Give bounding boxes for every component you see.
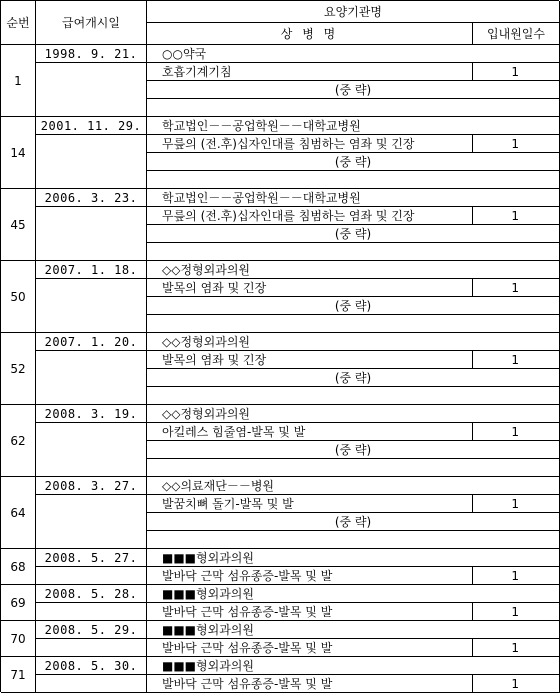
record-days: 1 <box>473 135 560 153</box>
record-days: 1 <box>473 279 560 297</box>
record-date-blank <box>36 423 147 477</box>
header-no: 순번 <box>1 1 36 45</box>
record-days: 1 <box>473 207 560 225</box>
record-date: 2007. 1. 20. <box>36 333 147 351</box>
record-no: 1 <box>1 45 36 117</box>
record-date: 2008. 3. 27. <box>36 477 147 495</box>
record-date: 1998. 9. 21. <box>36 45 147 63</box>
record-disease: 발목의 염좌 및 긴장 <box>147 351 473 369</box>
record-date: 2008. 5. 28. <box>36 585 147 603</box>
blank-row <box>147 243 560 261</box>
record-institution: 학교법인－－공업학원－－대학교병원 <box>147 117 560 135</box>
record-no: 45 <box>1 189 36 261</box>
record-date: 2008. 5. 30. <box>36 657 147 675</box>
record-date: 2008. 5. 27. <box>36 549 147 567</box>
record-date-blank <box>36 675 147 693</box>
record-disease: 발목의 염좌 및 긴장 <box>147 279 473 297</box>
blank-row <box>147 315 560 333</box>
record-date-blank <box>36 207 147 261</box>
omitted-marker: (중 략) <box>147 153 560 171</box>
record-days: 1 <box>473 495 560 513</box>
record-institution: ■■■형외과의원 <box>147 549 560 567</box>
record-no: 71 <box>1 657 36 693</box>
record-days: 1 <box>473 567 560 585</box>
header-date: 급여개시일 <box>36 1 147 45</box>
record-institution: 학교법인－－공업학원－－대학교병원 <box>147 189 560 207</box>
record-disease: 발바닥 근막 섬유종증-발목 및 발 <box>147 639 473 657</box>
record-date: 2001. 11. 29. <box>36 117 147 135</box>
record-no: 69 <box>1 585 36 621</box>
record-institution: ■■■형외과의원 <box>147 621 560 639</box>
record-disease: 아킬레스 힘줄염-발목 및 발 <box>147 423 473 441</box>
record-days: 1 <box>473 63 560 81</box>
record-no: 52 <box>1 333 36 405</box>
record-disease: 무릎의 (전.후)십자인대를 침범하는 염좌 및 긴장 <box>147 135 473 153</box>
record-days: 1 <box>473 423 560 441</box>
record-no: 68 <box>1 549 36 585</box>
omitted-marker: (중 략) <box>147 81 560 99</box>
record-institution: ◇◇정형외과의원 <box>147 405 560 423</box>
record-days: 1 <box>473 603 560 621</box>
record-institution: ○○약국 <box>147 45 560 63</box>
omitted-marker: (중 략) <box>147 225 560 243</box>
record-no: 62 <box>1 405 36 477</box>
record-no: 70 <box>1 621 36 657</box>
record-date-blank <box>36 135 147 189</box>
record-institution: ◇◇정형외과의원 <box>147 333 560 351</box>
omitted-marker: (중 략) <box>147 297 560 315</box>
record-date: 2007. 1. 18. <box>36 261 147 279</box>
blank-row <box>147 459 560 477</box>
record-days: 1 <box>473 639 560 657</box>
record-disease: 무릎의 (전.후)십자인대를 침범하는 염좌 및 긴장 <box>147 207 473 225</box>
record-disease: 발바닥 근막 섬유종증-발목 및 발 <box>147 603 473 621</box>
omitted-marker: (중 략) <box>147 441 560 459</box>
record-disease: 발꿈치뼈 돌기-발목 및 발 <box>147 495 473 513</box>
header-days: 입내원일수 <box>473 23 560 45</box>
record-institution: ◇◇정형외과의원 <box>147 261 560 279</box>
omitted-marker: (중 략) <box>147 513 560 531</box>
record-days: 1 <box>473 675 560 693</box>
record-date-blank <box>36 603 147 621</box>
record-date-blank <box>36 63 147 117</box>
record-date-blank <box>36 351 147 405</box>
record-no: 14 <box>1 117 36 189</box>
blank-row <box>147 171 560 189</box>
record-disease: 발바닥 근막 섬유종증-발목 및 발 <box>147 675 473 693</box>
record-date-blank <box>36 567 147 585</box>
record-no: 50 <box>1 261 36 333</box>
record-date: 2008. 5. 29. <box>36 621 147 639</box>
record-disease: 발바닥 근막 섬유종증-발목 및 발 <box>147 567 473 585</box>
record-institution: ■■■형외과의원 <box>147 657 560 675</box>
blank-row <box>147 99 560 117</box>
record-date-blank <box>36 495 147 549</box>
blank-row <box>147 531 560 549</box>
record-no: 64 <box>1 477 36 549</box>
blank-row <box>147 387 560 405</box>
record-date: 2006. 3. 23. <box>36 189 147 207</box>
record-date-blank <box>36 279 147 333</box>
record-days: 1 <box>473 351 560 369</box>
header-disease: 상 병 명 <box>147 23 473 45</box>
record-date: 2008. 3. 19. <box>36 405 147 423</box>
omitted-marker: (중 략) <box>147 369 560 387</box>
record-institution: ◇◇의료재단－－병원 <box>147 477 560 495</box>
record-date-blank <box>36 639 147 657</box>
record-disease: 호흡기계기침 <box>147 63 473 81</box>
header-institution: 요양기관명 <box>147 1 560 23</box>
record-institution: ■■■형외과의원 <box>147 585 560 603</box>
